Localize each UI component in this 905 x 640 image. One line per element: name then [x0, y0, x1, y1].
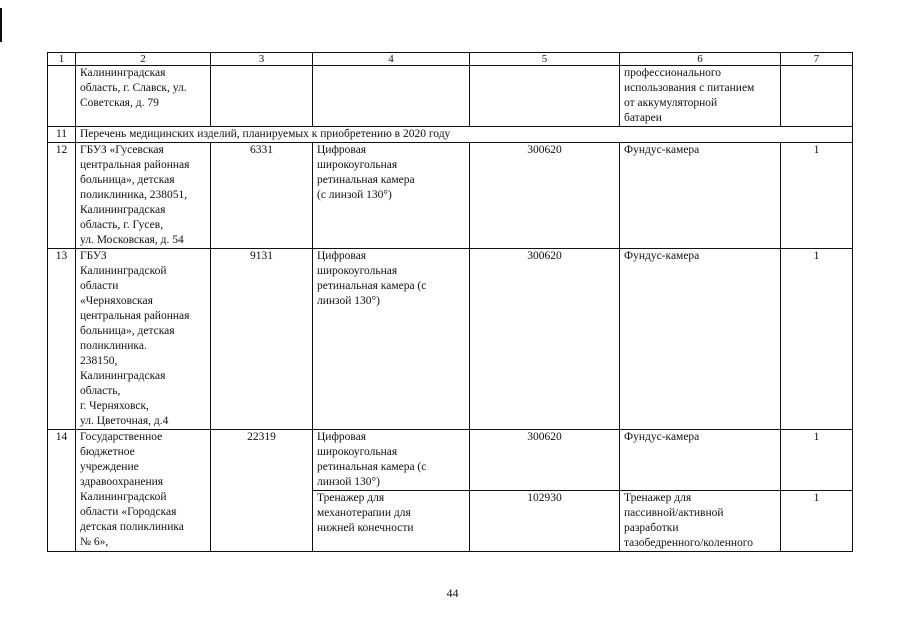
device-code-cell: 300620 — [470, 143, 620, 249]
device-type-cell: Фундус-камера — [620, 249, 781, 430]
device-type-cell: Фундус-камера — [620, 143, 781, 249]
page-number: 44 — [446, 586, 459, 600]
device-code-cell: 300620 — [470, 249, 620, 430]
device-name-cell — [313, 66, 470, 127]
row-number: 12 — [48, 143, 76, 249]
device-type-cell: Фундус-камера — [620, 430, 781, 491]
equipment-table — [47, 52, 853, 552]
table-row-14 — [48, 430, 853, 491]
device-name-cell: Тренажер для механотерапии для нижней конечности — [313, 491, 470, 552]
device-name-cell: Цифровая широкоугольная ретинальная камера (с линзой 130°) — [313, 143, 470, 249]
section-number: 11 — [48, 127, 76, 143]
population-cell — [211, 66, 313, 127]
row-number: 14 — [48, 430, 76, 552]
header-row — [48, 53, 853, 66]
header-col-3: 3 — [211, 53, 313, 66]
quantity-cell: 1 — [781, 249, 853, 430]
header-col-2: 2 — [76, 53, 211, 66]
quantity-cell: 1 — [781, 143, 853, 249]
scan-edge-mark — [0, 8, 2, 42]
device-code-cell: 300620 — [470, 430, 620, 491]
row-number: 13 — [48, 249, 76, 430]
table-row-13 — [48, 249, 853, 430]
device-code-cell: 102930 — [470, 491, 620, 552]
device-type-cell: Тренажер для пассивной/активной разработки тазобедренного/коленного — [620, 491, 781, 552]
table-row-continued — [48, 66, 853, 127]
population-cell: 6331 — [211, 143, 313, 249]
row-number — [48, 66, 76, 127]
population-cell: 22319 — [211, 430, 313, 552]
header-col-7: 7 — [781, 53, 853, 66]
institution-cell: Государственное бюджетное учреждение здравоохранения Калининградской области «Городская детская поликлиника № 6», — [76, 430, 211, 552]
quantity-cell: 1 — [781, 491, 853, 552]
section-row — [48, 127, 853, 143]
device-name-cell: Цифровая широкоугольная ретинальная камера (с линзой 130°) — [313, 249, 470, 430]
section-title: Перечень медицинских изделий, планируемых к приобретению в 2020 году — [76, 127, 853, 143]
device-code-cell — [470, 66, 620, 127]
device-name-cell: Цифровая широкоугольная ретинальная камера (с линзой 130°) — [313, 430, 470, 491]
header-col-6: 6 — [620, 53, 781, 66]
header-col-1: 1 — [48, 53, 76, 66]
table-row-12 — [48, 143, 853, 249]
header-col-4: 4 — [313, 53, 470, 66]
institution-cell: Калининградская область, г. Славск, ул. Советская, д. 79 — [76, 66, 211, 127]
quantity-cell: 1 — [781, 430, 853, 491]
population-cell: 9131 — [211, 249, 313, 430]
institution-cell: ГБУЗ «Гусевская центральная районная больница», детская поликлиника, 238051, Калининградская область, г. Гусев, ул. Московская, д. 54 — [76, 143, 211, 249]
header-col-5: 5 — [470, 53, 620, 66]
institution-cell: ГБУЗ Калининградской области «Черняховская центральная районная больница», детская поликлиника. 238150, Калининградская область, г. Черняховск, ул. Цветочная, д.4 — [76, 249, 211, 430]
quantity-cell — [781, 66, 853, 127]
device-type-cell: профессионального использования с питанием от аккумуляторной батареи — [620, 66, 781, 127]
